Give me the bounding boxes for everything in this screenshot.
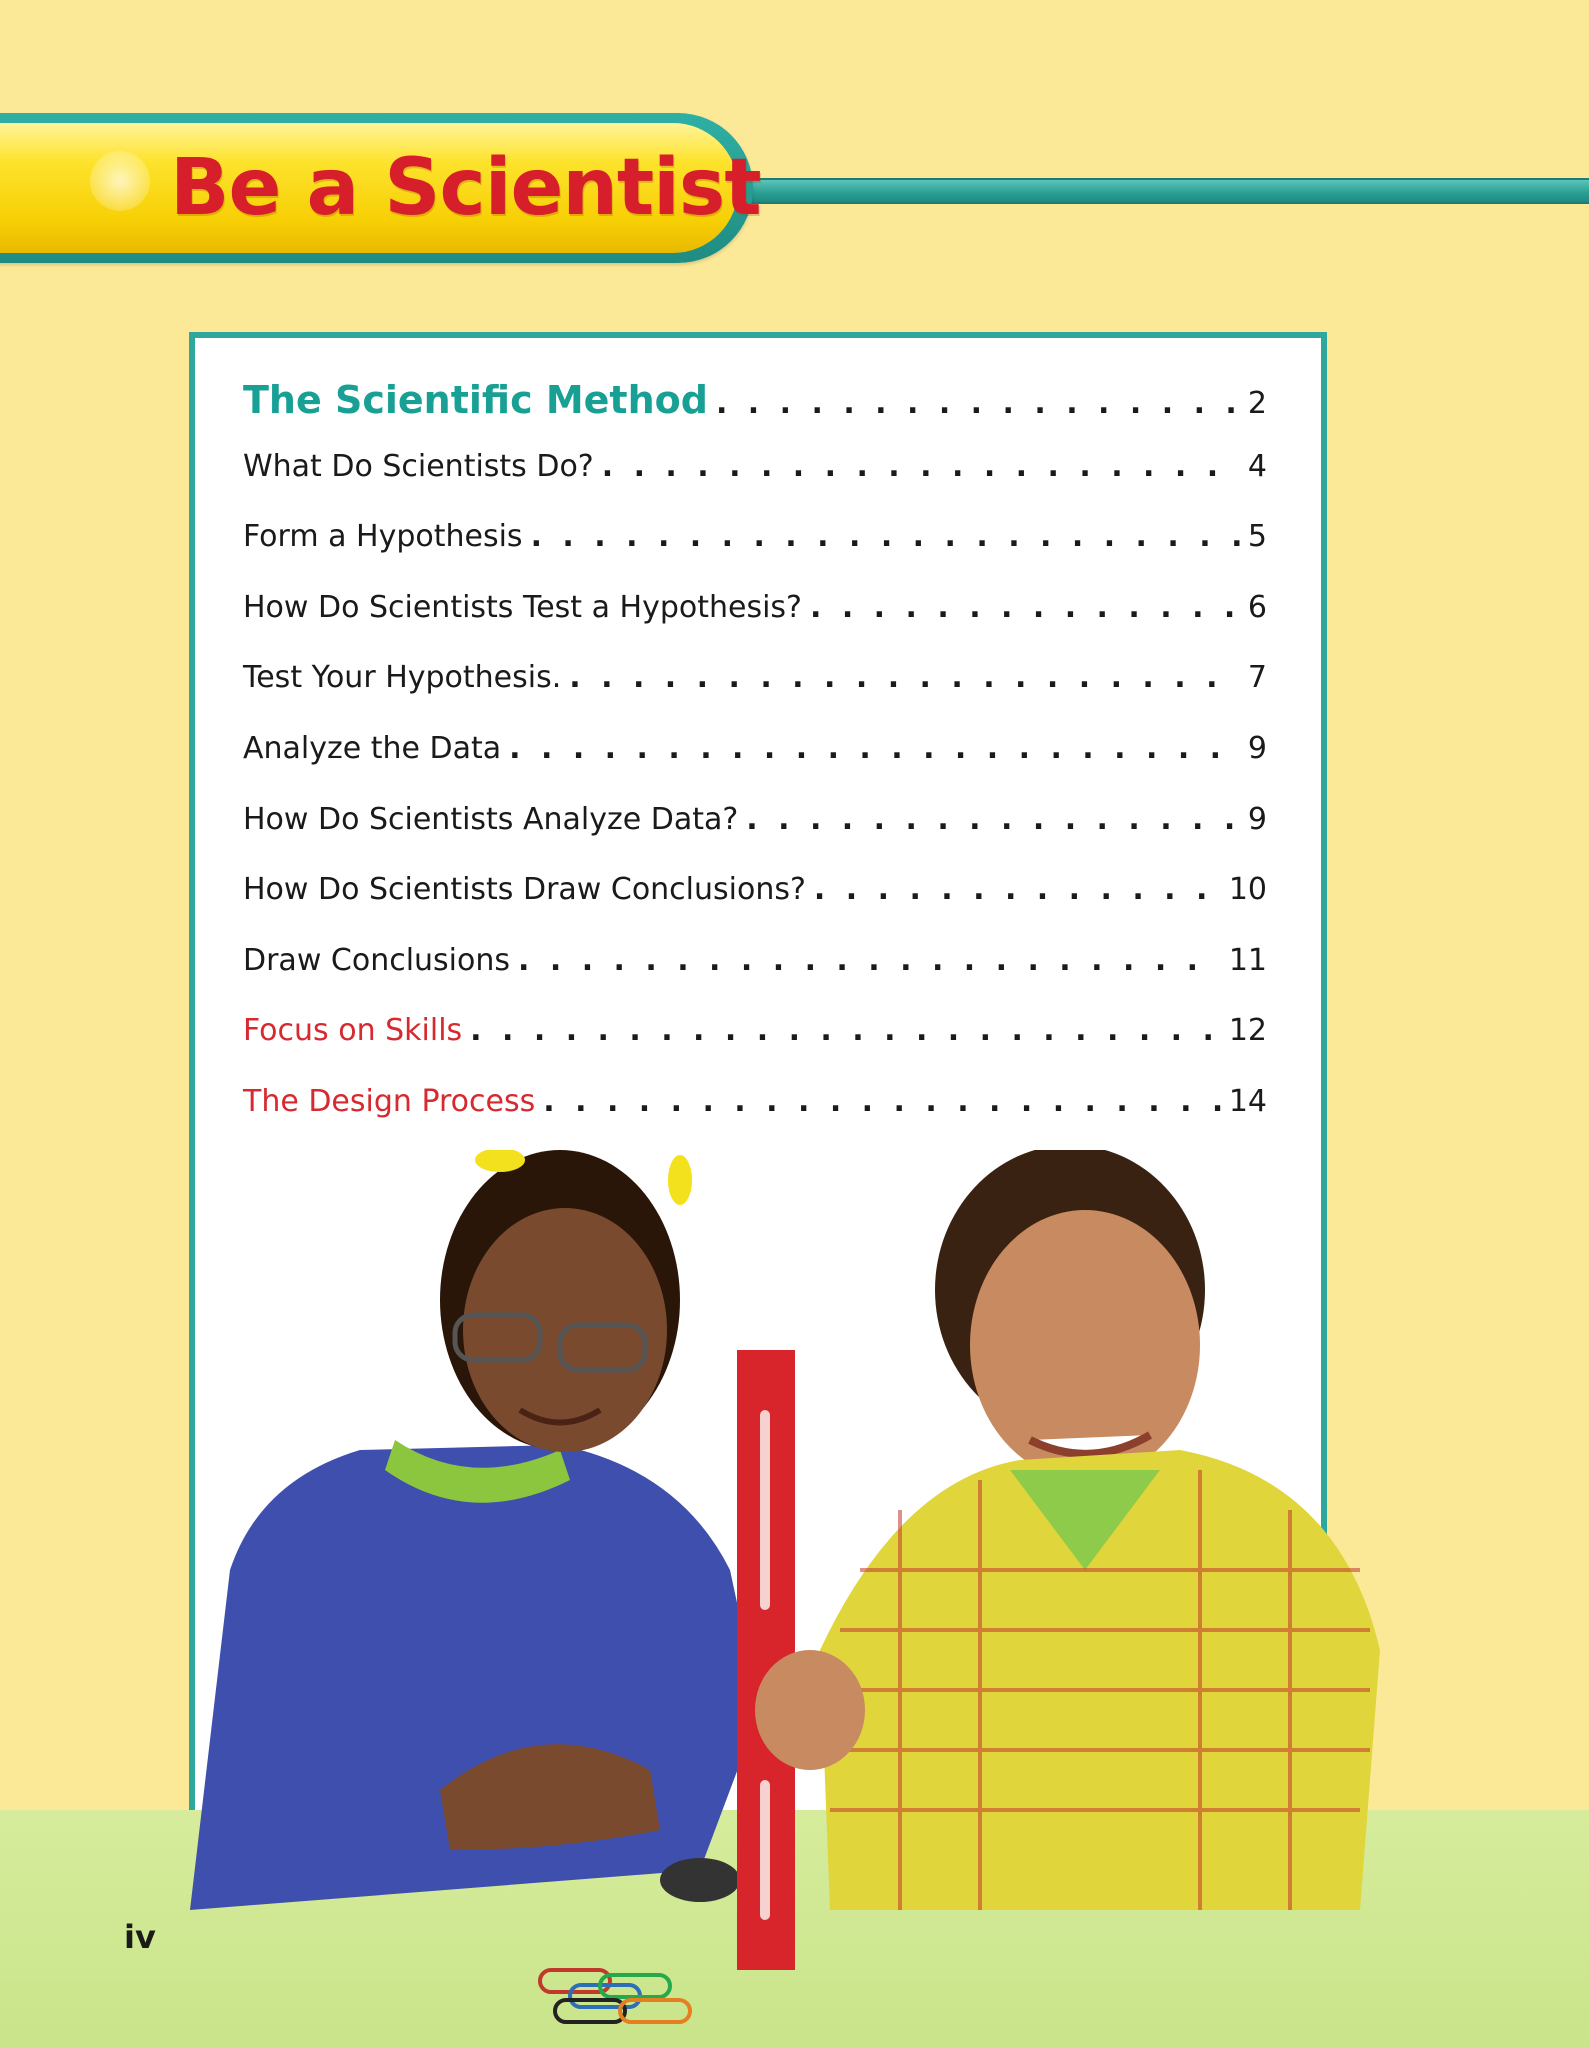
toc-entry-label: The Design Process	[243, 1083, 536, 1119]
toc-entry-label: The Scientific Method	[243, 378, 708, 422]
toc-entry-label: Focus on Skills	[243, 1013, 463, 1049]
toc-entry-label: Analyze the Data	[243, 730, 502, 766]
toc-entry-page: 6	[1247, 589, 1267, 625]
toc-entry-label: Draw Conclusions	[243, 942, 511, 978]
toc-entry-page: 12	[1228, 1013, 1267, 1049]
toc-entry-page: 9	[1247, 730, 1267, 766]
toc-entry-page: 14	[1228, 1083, 1267, 1119]
dot-leader	[518, 943, 1221, 978]
dot-leader	[470, 1013, 1221, 1048]
toc-entry-what-do-scientists-do[interactable]	[243, 449, 1267, 520]
toc-entry-form-hypothesis[interactable]	[243, 519, 1267, 590]
dot-leader	[810, 590, 1240, 625]
dot-leader	[569, 660, 1240, 695]
toc-entry-analyze-data-question[interactable]	[243, 802, 1267, 873]
toc-entry-page: 5	[1247, 519, 1267, 555]
paper-clips	[540, 1970, 690, 2022]
toc-entry-test-hypothesis-question[interactable]	[243, 590, 1267, 661]
dot-leader	[814, 872, 1221, 907]
boy-figure	[755, 1150, 1380, 1910]
dot-leader	[716, 386, 1240, 421]
toc-entry-label: How Do Scientists Draw Conclusions?	[243, 872, 806, 908]
dot-leader	[531, 519, 1240, 554]
toc-entry-label: How Do Scientists Analyze Data?	[243, 801, 739, 837]
girl-figure	[190, 1150, 760, 1910]
toc-entry-draw-conclusions-question[interactable]	[243, 872, 1267, 943]
toc-entry-page: 10	[1228, 872, 1267, 908]
toc-entry-scientific-method[interactable]	[243, 378, 1267, 449]
dot-leader	[509, 731, 1240, 766]
toc-entry-page: 9	[1247, 801, 1267, 837]
toc-entry-page: 7	[1247, 660, 1267, 696]
page-title: Be a Scientist	[170, 143, 761, 233]
toc-entry-label: Form a Hypothesis	[243, 519, 523, 555]
banner-rule	[740, 178, 1589, 204]
toc-entry-draw-conclusions[interactable]	[243, 943, 1267, 1014]
toc-entry-design-process[interactable]	[243, 1084, 1267, 1155]
dot-leader	[543, 1084, 1221, 1119]
toc-entry-label: What Do Scientists Do?	[243, 448, 594, 484]
toc-entry-page: 11	[1228, 942, 1267, 978]
table-of-contents	[243, 378, 1267, 1155]
toc-entry-test-your-hypothesis[interactable]	[243, 660, 1267, 731]
toc-entry-label: Test Your Hypothesis.	[243, 660, 562, 696]
toc-entry-analyze-data[interactable]	[243, 731, 1267, 802]
page-number: iv	[124, 1918, 156, 1956]
dot-leader	[602, 449, 1240, 484]
dot-leader	[746, 802, 1240, 837]
toc-entry-page: 2	[1247, 386, 1267, 421]
toc-entry-page: 4	[1247, 448, 1267, 484]
toc-entry-focus-on-skills[interactable]	[243, 1013, 1267, 1084]
students-photo	[0, 1150, 1589, 2048]
toc-entry-label: How Do Scientists Test a Hypothesis?	[243, 589, 802, 625]
